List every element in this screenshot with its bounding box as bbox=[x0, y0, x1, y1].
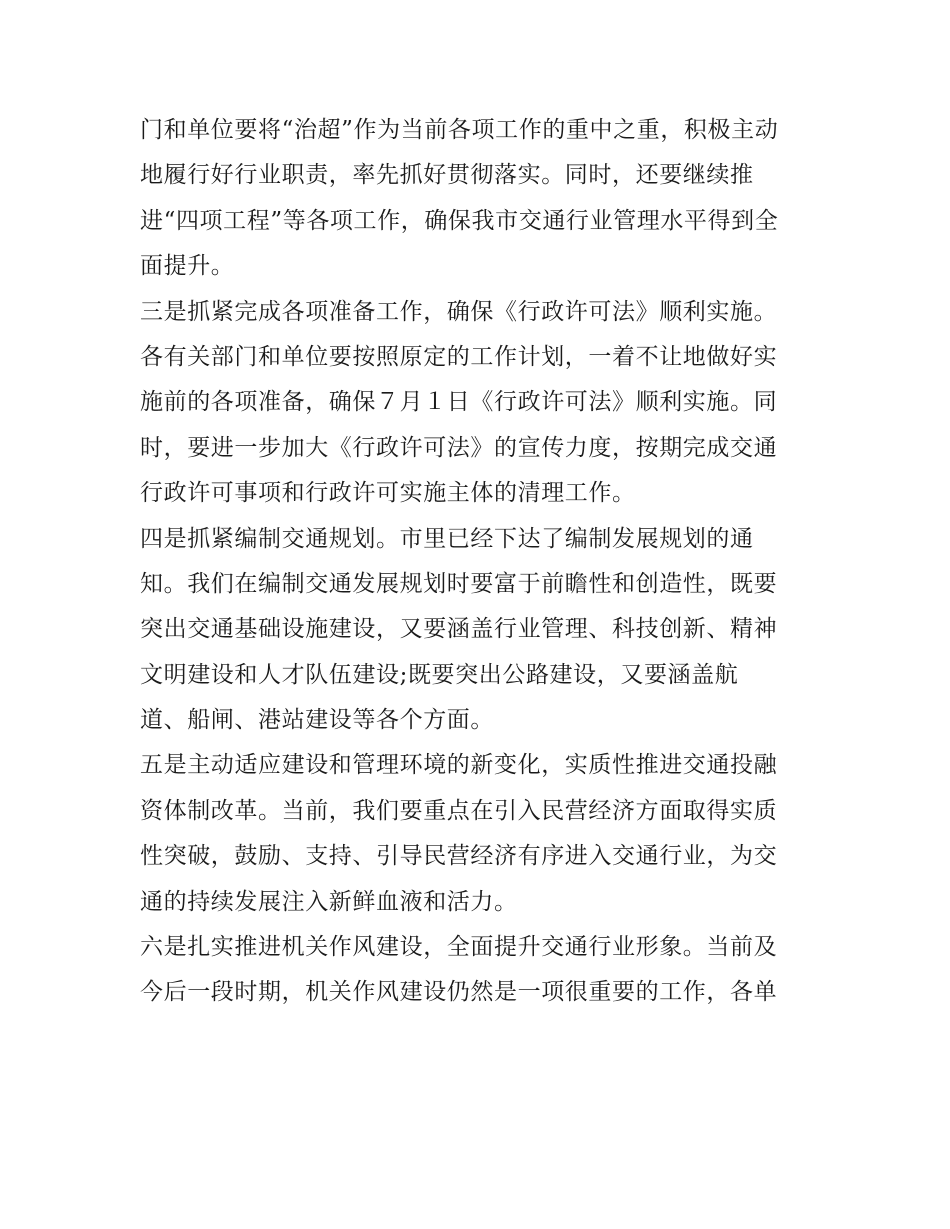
text-line: 行政许可事项和行政许可实施主体的清理工作。 bbox=[140, 480, 636, 507]
text-line: 三是抓紧完成各项准备工作，确保《行政许可法》顺利实施。 bbox=[140, 298, 778, 325]
text-line: 性突破，鼓励、支持、引导民营经济有序进入交通行业，为交 bbox=[140, 843, 778, 870]
text-line: 四是抓紧编制交通规划。市里已经下达了编制发展规划的通 bbox=[140, 525, 754, 552]
text-line: 突出交通基础设施建设，又要涵盖行业管理、科技创新、精神 bbox=[140, 616, 778, 643]
text-line: 面提升。 bbox=[140, 253, 235, 280]
text-line: 通的持续发展注入新鲜血液和活力。 bbox=[140, 888, 518, 915]
text-line: 进“四项工程”等各项工作，确保我市交通行业管理水平得到全 bbox=[140, 207, 779, 234]
text-line: 资体制改革。当前，我们要重点在引入民营经济方面取得实质 bbox=[140, 797, 778, 824]
text-line: 门和单位要将“治超”作为当前各项工作的重中之重，积极主动 bbox=[140, 117, 779, 143]
text-line: 五是主动适应建设和管理环境的新变化，实质性推进交通投融 bbox=[140, 752, 778, 779]
body-text bbox=[140, 108, 830, 1016]
text-line: 文明建设和人才队伍建设;既要突出公路建设，又要涵盖航 bbox=[140, 661, 739, 688]
text-line: 知。我们在编制交通发展规划时要富于前瞻性和创造性，既要 bbox=[140, 570, 778, 597]
text-line: 时，要进一步加大《行政许可法》的宣传力度，按期完成交通 bbox=[140, 434, 778, 461]
text-line: 六是扎实推进机关作风建设，全面提升交通行业形象。当前及 bbox=[140, 934, 778, 961]
text-line: 道、船闸、港站建设等各个方面。 bbox=[140, 707, 494, 734]
text-line: 各有关部门和单位要按照原定的工作计划，一着不让地做好实 bbox=[140, 343, 778, 370]
text-line: 施前的各项准备，确保７月１日《行政许可法》顺利实施。同 bbox=[140, 389, 778, 416]
text-line: 今后一段时期，机关作风建设仍然是一项很重要的工作，各单 bbox=[140, 979, 778, 1006]
text-line: 地履行好行业职责，率先抓好贯彻落实。同时，还要继续推 bbox=[140, 162, 754, 189]
